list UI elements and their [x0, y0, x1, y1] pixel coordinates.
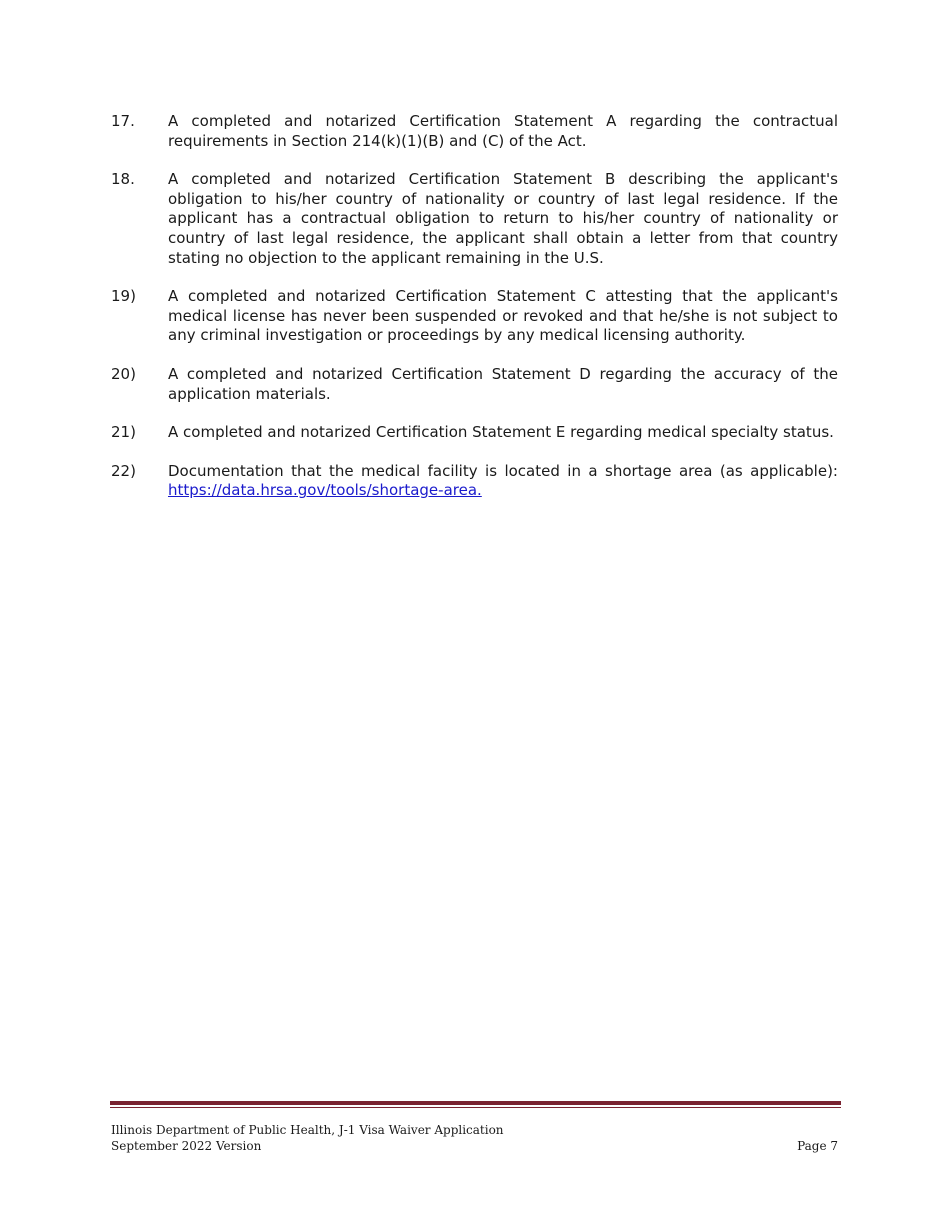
footer-department: Illinois Department of Public Health, J-1 Visa Waiver Application [111, 1123, 504, 1137]
item-text: A completed and notarized Certification Statement B describing the applicant's obligation to his/her country of nationality or country of last legal residence. If the applicant has a contractual obligation to return to his/her country of nationality or country of last legal residence, the applicant shall obtain a letter from that country stating no objection to the applicant remaining in the U.S. [168, 170, 838, 267]
list-item [111, 170, 838, 268]
list-item [111, 365, 838, 404]
item-number: 17. [111, 112, 135, 130]
footer-version: September 2022 Version [111, 1138, 262, 1153]
item-text: A completed and notarized Certification Statement E regarding medical specialty status. [168, 423, 834, 442]
list-item [111, 462, 838, 501]
list-item [111, 112, 838, 151]
item-text: A completed and notarized Certification Statement D regarding the accuracy of the application materials. [168, 364, 838, 403]
item-text: Documentation that the medical facility is located in a shortage area (as applicable): [168, 461, 838, 480]
requirements-list [111, 112, 838, 520]
footer-divider-thin [110, 1107, 841, 1108]
list-item [111, 287, 838, 346]
footer-info [111, 1123, 504, 1154]
footer-divider-thick [110, 1101, 841, 1105]
item-number: 19) [111, 287, 136, 306]
item-text-container [168, 462, 838, 501]
item-number: 21) [111, 423, 136, 442]
item-number: 20) [111, 364, 136, 383]
page-number: Page 7 [797, 1138, 838, 1153]
item-number: 22) [111, 461, 136, 480]
shortage-area-link[interactable]: https://data.hrsa.gov/tools/shortage-area. [168, 481, 482, 500]
list-item [111, 423, 838, 443]
item-text: A completed and notarized Certification Statement C attesting that the applicant's medical license has never been suspended or revoked and that he/she is not subject to any criminal investigation or proceedings by any medical licensing authority. [168, 287, 838, 345]
item-number: 18. [111, 170, 135, 189]
item-text: A completed and notarized Certification Statement A regarding the contractual requirements in Section 214(k)(1)(B) and (C) of the Act. [168, 112, 838, 150]
